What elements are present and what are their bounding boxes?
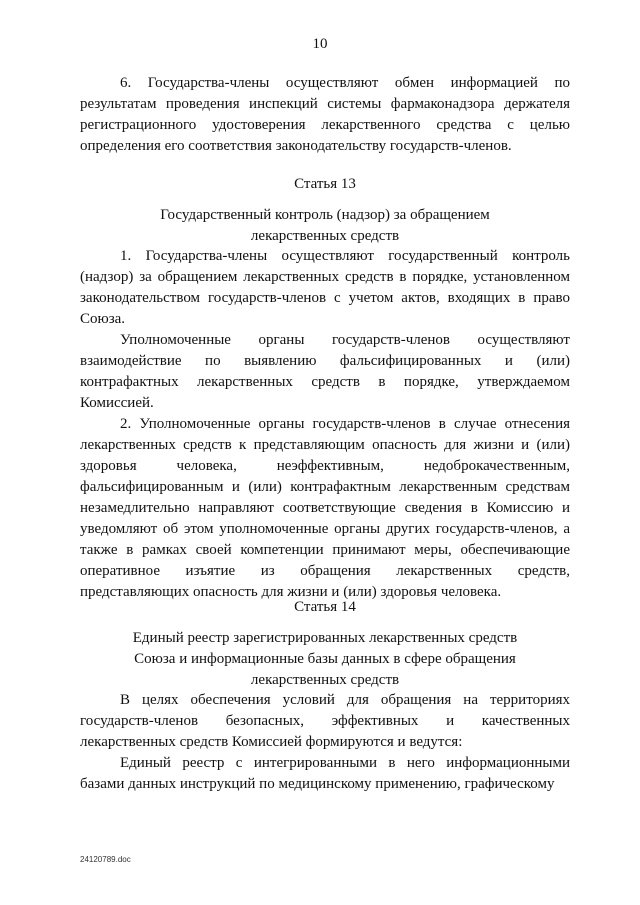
article-title-line: лекарственных средств <box>250 228 400 244</box>
article-title-line: Единый реестр зарегистрированных лекарственных средств <box>132 630 518 646</box>
article-13-heading <box>80 174 570 247</box>
paragraph-6 <box>80 73 570 157</box>
article-number: Статья 14 <box>294 599 356 615</box>
article-14-body <box>80 690 570 795</box>
article-title-line: Государственный контроль (надзор) за обращением <box>160 207 490 223</box>
paragraph-text: 2. Уполномоченные органы государств-членов в случае отнесения лекарственных средств к представляющим опасность для жизни и (или) здоровья человека, неэффективным, недоброкачественным, фальсифицированным и (или) контрафактным лекарственным средствам незамедлительно направляют соответствующие сведения в Комиссию и уведомляют об этом уполномоченные органы других государств-членов, а также в рамках своей компетенции принимают меры, обеспечивающие оперативное изъятие из обращения лекарственных средств, представляющих опасность для жизни и (или) здоровья человека. <box>80 416 570 600</box>
paragraph-text: Уполномоченные органы государств-членов осуществляют взаимодействие по выявлению фальсифицированных и (или) контрафактных лекарственных средств в порядке, утверждаемом Комиссией. <box>80 332 570 411</box>
page-number: 10 <box>312 36 328 52</box>
paragraph-text: Единый реестр с интегрированными в него информационными базами данных инструкций по медицинскому применению, графическому <box>80 755 570 792</box>
file-name-footer: 24120789.doc <box>80 855 131 864</box>
article-title-line: лекарственных средств <box>250 672 400 688</box>
article-number: Статья 13 <box>294 176 356 192</box>
article-13-body <box>80 246 570 603</box>
paragraph-text: 6. Государства-члены осуществляют обмен информацией по результатам проведения инспекций системы фармаконадзора держателя регистрационного удостоверения лекарственного средства с целью определения его соответствия законодательству государств-членов. <box>80 75 570 154</box>
paragraph-text: В целях обеспечения условий для обращения на территориях государств-членов безопасных, эффективных и качественных лекарственных средств Комиссией формируются и ведутся: <box>80 692 570 750</box>
paragraph-text: 1. Государства-члены осуществляют государственный контроль (надзор) за обращением лекарственных средств в порядке, установленном законодательством государств-членов с учетом актов, входящих в право Союза. <box>80 248 570 327</box>
article-title-line: Союза и информационные базы данных в сфере обращения <box>134 651 516 667</box>
article-14-heading <box>80 597 570 691</box>
